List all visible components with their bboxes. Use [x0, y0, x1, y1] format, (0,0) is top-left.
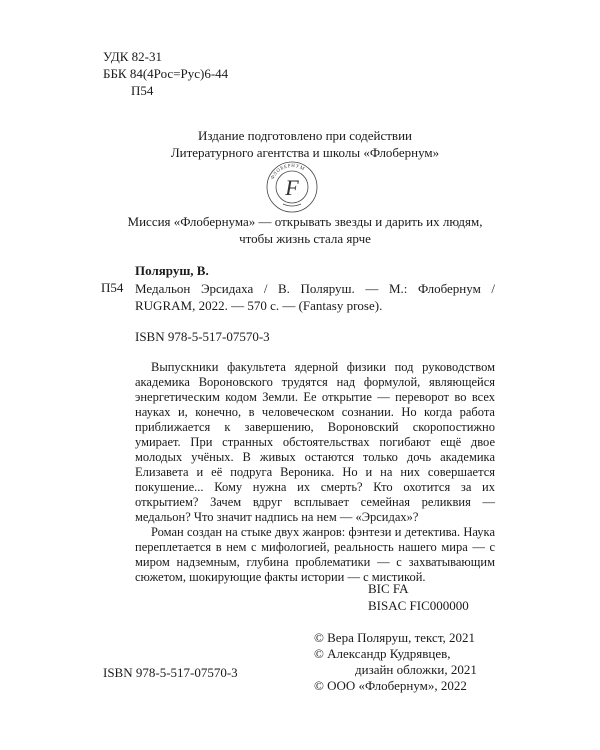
udk-code: УДК 82-31: [103, 49, 163, 64]
biblio-line-1: Медальон Эрсидаха / В. Поляруш. — М.: Флобернум /: [135, 281, 495, 296]
classification-codes: [103, 48, 228, 99]
biblio-author-sign: П54: [101, 280, 124, 295]
mission-statement: [100, 213, 510, 247]
copyright-cover-design: дизайн обложки, 2021: [355, 662, 477, 677]
bibliographic-record: [135, 280, 495, 314]
annotation-paragraph-1: Выпускники факультета ядерной физики под руководством академика Вороновского трудятся над формулой, являющейся энергетическим кодом Земли. Ее открытие — переворот во всех науках и, конечно, в человеческом сознании. Но когда работа приближается к завершению, Вороновский скоропостижно умирает. При странных обстоятельствах погибают ещё двое молодых учёных. В живых остаются только дочь академика Елизавета и её подруга Вероника. Но и на них совершается покушение... Кому нужна их смерть? Кто охотится за их открытием? Зачем вдруг всплывает семейная реликвия — медальон? Что значит надпись на нем — «Эрсидах»?: [135, 360, 495, 524]
mission-line-1: Миссия «Флобернума» — открывать звезды и дарить их людям,: [127, 214, 483, 229]
mission-line-2: чтобы жизнь стала ярче: [239, 231, 371, 246]
bic-code: BIC FA: [368, 581, 409, 596]
sponsor-line-1: Издание подготовлено при содействии: [198, 128, 412, 143]
bisac-code: BISAC FIC000000: [368, 598, 469, 613]
subject-codes: [368, 580, 469, 614]
biblio-line-2: RUGRAM, 2022. — 570 с. — (Fantasy prose).: [135, 298, 383, 313]
author-sign-code: П54: [131, 83, 154, 98]
copyright-block: [314, 630, 477, 694]
bbk-code: ББК 84(4Рос=Рус)6-44: [103, 66, 229, 81]
sponsor-note: [100, 127, 510, 161]
floberum-logo-icon: [265, 160, 319, 214]
annotation-paragraph-2: Роман создан на стыке двух жанров: фэнтези и детектива. Наука переплетается в нем с мифологией, реальность нашего мира — с миром надземным, глубина проблематики — с захватывающим сюжетом, шокирующие факты истории — с мистикой.: [135, 525, 495, 584]
isbn-bottom: ISBN 978-5-517-07570-3: [103, 665, 238, 680]
annotation: [135, 360, 495, 585]
copyright-publisher: © ООО «Флобернум», 2022: [314, 678, 467, 693]
isbn-top: ISBN 978-5-517-07570-3: [135, 329, 270, 344]
emblem-letter: F: [285, 175, 299, 200]
author-heading: Поляруш, В.: [135, 263, 209, 278]
emblem-ring-text: ФЛОБЕРНУМ: [270, 163, 306, 181]
copyright-text: © Вера Поляруш, текст, 2021: [314, 630, 476, 645]
sponsor-line-2: Литературного агентства и школы «Флобернум»: [170, 145, 440, 160]
copyright-cover-author: © Александр Кудрявцев,: [314, 646, 451, 661]
